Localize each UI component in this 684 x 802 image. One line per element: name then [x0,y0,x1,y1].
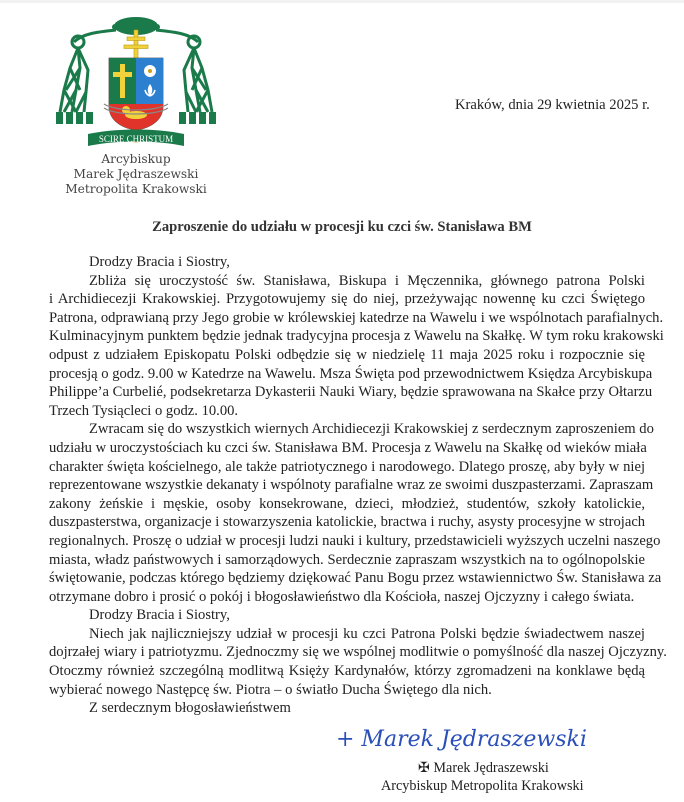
svg-text:SCIRE CHRISTUM: SCIRE CHRISTUM [98,134,174,144]
signatory-role: Arcybiskup Metropolita Krakowski [381,778,584,794]
body-line: procesją o godz. 9.00 w Katedrze na Wawelu. Msza Święta pod przewodnictwem Księdza Arcybiskupa [49,365,653,382]
body-line: Z serdecznym błogosławieństwem [89,700,291,717]
body-line: dojrzałej wiary i patriotyzmu. Zjednoczmy się we wspólnej modlitwie o pomyślność dla naszej Ojczyzny. [49,644,667,661]
body-line: Drodzy Bracia i Siostry, [89,607,230,624]
page-top-edge [0,0,684,3]
letter-body [49,253,667,718]
signatory-name: ✠ Marek Jędraszewski [418,760,549,776]
body-line: wybierać nowego Następcę św. Piotra – o światło Ducha Świętego dla nich. [49,681,492,698]
caption-name: Marek Jędraszewski [73,167,199,181]
letter-title: Zaproszenie do udziału w procesji ku czci św. Stanisława BM [152,219,532,235]
body-line: Kulminacyjnym punktem będzie jednak tradycyjna procesja z Wawelu na Skałkę. W tym roku krakowski [49,328,664,345]
caption-title: Arcybiskup [101,152,171,166]
body-line: regionalnych. Proszę o udział w procesji ludzi nauki i kultury, przedstawicieli wyższych uczelni naszego [49,532,661,549]
body-line: Otoczmy również szczególną modlitwą Księży Kardynałów, którzy zgromadzeni na konklawe będą [49,663,645,680]
body-line: charakter święta kościelnego, ale także patriotycznego i narodowego. Dlatego proszę, aby były w niej [49,458,645,475]
body-line: Zbliża się uroczystość św. Stanisława, Biskupa i Męczennika, głównego patrona Polski [89,272,645,289]
body-line: miasta, władz państwowych i samorządowych. Serdecznie zapraszam wszystkich na to ogólnopolskie [49,551,645,568]
body-line: udziału w uroczystościach ku czci św. Stanisława BM. Procesja z Wawelu na Skałkę od wieków miała [49,439,647,456]
body-line: odpust z udziałem Episkopatu Polski odbędzie się w niedzielę 11 maja 2025 roku i rozpocznie się [49,346,645,363]
letterhead-caption [50,152,222,197]
coat-of-arms-icon [56,8,216,150]
body-line: Zwracam się do wszystkich wiernych Archidiecezji Krakowskiej z serdecznym zaproszeniem do [89,421,654,438]
body-line: świętowanie, podczas którego będziemy dziękować Panu Bogu przez wstawiennictwo Św. Stanisława za [49,570,662,587]
body-line: otrzymane dobro i prosić o pokój i błogosławieństwo dla Kościoła, naszej Ojczyzny i całego świata. [49,588,635,605]
body-line: Niech jak najliczniejszy udział w procesji ku czci Patrona Polski będzie świadectwem naszej [89,625,645,642]
body-line: Patrona, odprawianą przy Jego grobie w królewskiej katedrze na Wawelu i we wspólnotach parafialnych. [49,309,664,326]
svg-text:+ Marek Jędraszewski: + Marek Jędraszewski [336,727,587,752]
body-line: duszpasterstwa, organizacje i stowarzyszenia katolickie, bractwa i ruchy, asysty procesyjne w strojach [49,514,646,531]
body-line: Trzech Tysiącleci o godz. 10.00. [49,402,239,419]
handwritten-signature-icon [330,722,610,758]
body-line: zakony żeńskie i męskie, osoby konsekrowane, dzieci, młodzież, studentów, szkoły katolickie, [49,495,645,512]
letter-date: Kraków, dnia 29 kwietnia 2025 r. [455,97,650,113]
body-line: Drodzy Bracia i Siostry, [89,254,230,270]
body-line: reprezentowane wszystkie dekanaty i wspólnoty parafialne wraz ze swoimi duszpasterzami. Zapraszam [49,477,654,494]
caption-role: Metropolita Krakowski [65,182,207,196]
body-line: i Archidiecezji Krakowskiej. Przygotowujemy się do niej, przeżywając nowennę ku czci Świętego [49,291,645,308]
body-line: Philippe’a Curbelié, podsekretarza Dykasterii Nauki Wiary, będzie sprawowana na Skałce przy Ołtarzu [49,384,653,401]
